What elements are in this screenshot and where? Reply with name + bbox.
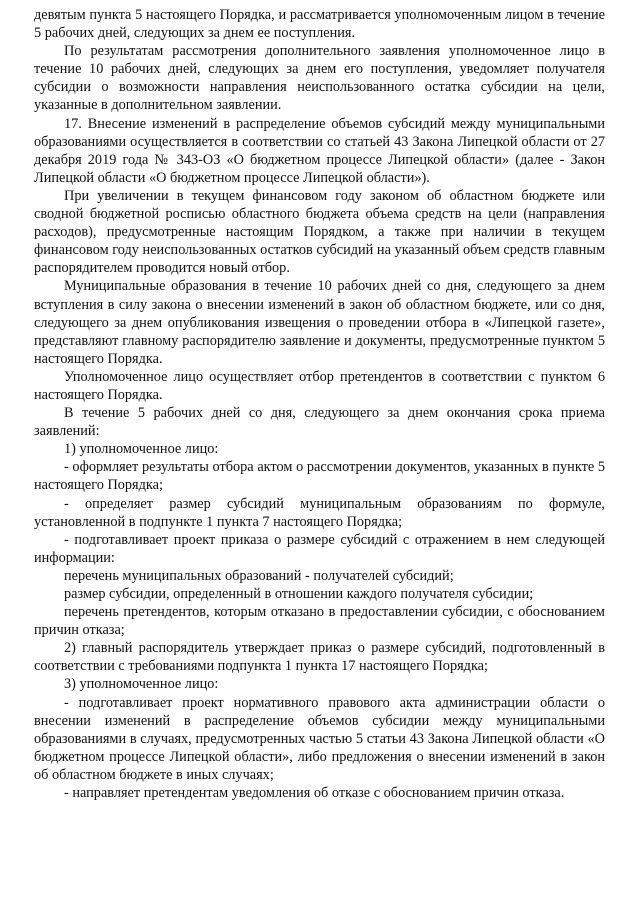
paragraph-selection-procedure: Уполномоченное лицо осуществляет отбор претендентов в соответствии с пунктом 6 настоящего Порядка. [34, 368, 605, 403]
list-item-act: - оформляет результаты отбора актом о рассмотрении документов, указанных в пункте 5 настоящего Порядка; [34, 459, 605, 494]
paragraph-additional-application-review: По результатам рассмотрения дополнительного заявления уполномоченное лицо в течение 10 рабочих дней, следующих за днем его поступления, уведомляет получателя субсидии о возможности направления неиспользованного остатка субсидии на цели, указанные в дополнительном заявлении. [34, 43, 605, 114]
paragraph-new-selection: При увеличении в текущем финансовом году законом об областном бюджете или сводной бюджетной росписью областного бюджета объема средств на цели (направления расходов), предусмотренные настоящим Порядком, а также при наличии в текущем финансовом году неиспользованных остатков субсидий на указанный объем средств главным распорядителем проводится новый отбор. [34, 187, 605, 277]
list-item-1-heading: 1) уполномоченное лицо: [64, 441, 219, 458]
list-item-subsidy-amount: размер субсидии, определенный в отношении каждого получателя субсидии; [64, 586, 534, 602]
list-item-draft-order: - подготавливает проект приказа о размере субсидий с отражением в нем следующей информации: [34, 531, 605, 566]
paragraph-section-17: 17. Внесение изменений в распределение объемов субсидий между муниципальными образованиями осуществляется в соответствии со статьей 43 Закона Липецкой области от 27 декабря 2019 года № 343-ОЗ «О бюджетном процессе Липецкой области» (далее - Закон Липецкой области «О бюджетном процессе Липецкой области»). [34, 115, 605, 186]
document-page [34, 6, 605, 802]
list-item-2-approval: 2) главный распорядитель утверждает приказ о размере субсидий, подготовленный в соответствии с требованиями подпункта 1 пункта 17 настоящего Порядка; [34, 640, 605, 675]
paragraph-deadline: В течение 5 рабочих дней со дня, следующего за днем окончания срока приема заявлений: [34, 405, 605, 440]
list-item-subsidy-size: - определяет размер субсидий муниципальным образованиям по формуле, установленной в подпункте 1 пункта 7 настоящего Порядка; [34, 495, 605, 530]
paragraph-municipal-applications: Муниципальные образования в течение 10 рабочих дней со дня, следующего за днем вступления в силу закона о внесении изменений в закон об областном бюджете, или со дня, следующего за днем опубликования извещения о проведении отбора в «Липецкой газете», представляют главному распорядителю заявление и документы, предусмотренные пунктом 5 настоящего Порядка. [34, 278, 605, 367]
paragraph-continuation: девятым пункта 5 настоящего Порядка, и рассматривается уполномоченным лицом в течение 5 рабочих дней, следующих за днем ее поступления. [34, 7, 605, 42]
list-item-refusal-notice: - направляет претендентам уведомления об отказе с обоснованием причин отказа. [64, 785, 565, 802]
list-item-draft-act: - подготавливает проект нормативного правового акта администрации области о внесении изменений в распределение объемов субсидии между муниципальными образованиями в случаях, предусмотренных частью 5 статьи 43 Закона Липецкой области «О бюджетном процессе Липецкой области», либо предложения о внесении изменений в закон об областном бюджете в иных случаях; [34, 694, 605, 783]
list-item-recipients-list: перечень муниципальных образований - получателей субсидий; [64, 567, 454, 584]
list-item-3-heading: 3) уполномоченное лицо: [64, 676, 219, 693]
list-item-refused-list: перечень претендентов, которым отказано в предоставлении субсидии, с обоснованием причин отказа; [34, 604, 605, 639]
